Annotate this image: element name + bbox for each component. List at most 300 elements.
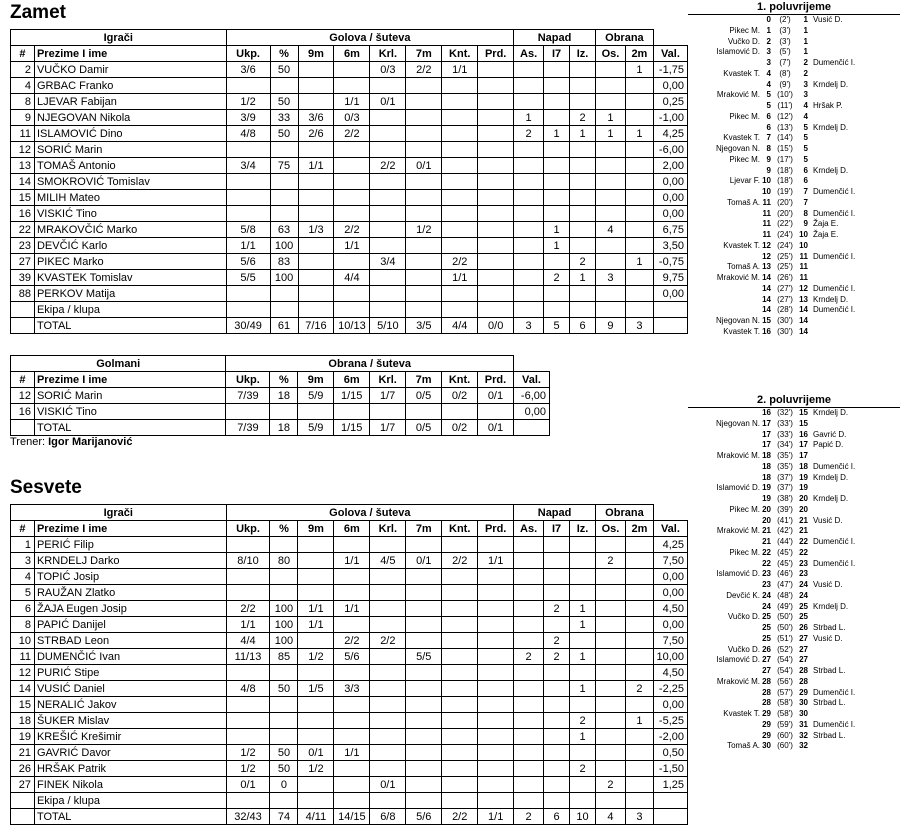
stat-cell: 0/1 (406, 158, 442, 174)
event-minute: (58') (777, 698, 793, 708)
stat-cell (298, 254, 334, 270)
half1-header: 1. poluvrijeme (688, 1, 900, 15)
zamet-score: 4 (766, 68, 771, 78)
timeline-event (688, 241, 900, 252)
stat-cell (478, 158, 514, 174)
timeline-event (688, 101, 900, 112)
stat-cell (270, 286, 298, 302)
stat-cell: 2 (544, 633, 570, 649)
stat-cell: 3/4 (226, 158, 270, 174)
sesvete-scorer: Dumenčić I. (813, 687, 856, 697)
timeline-first-half (688, 1, 900, 338)
zamet-scorer: Mraković M. (716, 526, 760, 536)
column-header: Prd. (478, 521, 514, 537)
stat-cell (625, 238, 653, 254)
stat-cell (595, 697, 625, 713)
stat-cell: 2/2 (334, 222, 370, 238)
stat-cell: -0,75 (653, 254, 687, 270)
player-name: Ekipa / klupa (34, 302, 226, 318)
stat-cell (478, 633, 514, 649)
stat-cell (544, 553, 570, 569)
event-minute: (41') (777, 515, 793, 525)
event-minute: (38') (777, 494, 793, 503)
stat-cell: 6,75 (653, 222, 687, 238)
stat-cell (625, 94, 653, 110)
stat-cell (625, 777, 653, 793)
stat-cell: -1,50 (653, 761, 687, 777)
stat-cell (595, 158, 625, 174)
column-header: Prd. (477, 372, 513, 388)
stat-cell (11, 302, 35, 318)
stat-cell (334, 617, 370, 633)
stat-cell: 61 (270, 318, 298, 334)
player-name: Ekipa / klupa (34, 793, 226, 809)
stat-cell: 0,50 (653, 745, 687, 761)
stat-cell: 16 (11, 206, 35, 222)
stat-cell (370, 110, 406, 126)
timeline-event (688, 230, 900, 241)
zamet-scorer: Ljevar F. (729, 176, 760, 186)
zamet-score: 18 (762, 461, 771, 471)
timeline-event (688, 666, 900, 677)
stat-cell: 4 (11, 78, 35, 94)
column-header: % (270, 521, 298, 537)
zamet-scorer: Tomaš A. (727, 262, 760, 272)
group-blank (653, 505, 687, 521)
stat-cell: 1/7 (370, 388, 406, 404)
stat-cell (334, 206, 370, 222)
stat-cell (478, 78, 514, 94)
player-name: VISKIĆ Tino (34, 206, 226, 222)
event-minute: (30') (777, 316, 793, 325)
column-header: % (270, 46, 298, 62)
zamet-score: 11 (762, 208, 771, 218)
stat-cell (270, 793, 298, 809)
timeline-event (688, 698, 900, 709)
sesvete-scorer: Papić D. (813, 440, 844, 450)
stat-cell (625, 142, 653, 158)
column-header: Val. (513, 372, 549, 388)
timeline-event (688, 612, 900, 623)
stat-cell: 8 (11, 617, 35, 633)
stat-cell: 5/5 (406, 649, 442, 665)
sesvete-scorer: Krndelj D. (813, 122, 849, 132)
column-header: Ukp. (226, 46, 270, 62)
sesvete-scorer: Krndelj D. (813, 408, 849, 417)
stat-cell (514, 238, 544, 254)
sesvete-scorer: Dumenčić I. (813, 58, 856, 67)
timeline-event (688, 483, 900, 494)
stat-cell: 0/2 (442, 388, 478, 404)
stat-cell: 2,00 (653, 158, 687, 174)
stat-cell (625, 206, 653, 222)
stat-cell (11, 793, 35, 809)
stat-cell (442, 404, 478, 420)
zamet-score: 4 (766, 79, 771, 89)
player-row (11, 174, 688, 190)
stat-cell: 0/1 (226, 777, 270, 793)
event-minute: (30') (777, 326, 793, 336)
stat-cell (442, 585, 478, 601)
player-name: GAVRIĆ Davor (34, 745, 226, 761)
stat-cell (270, 174, 298, 190)
zamet-scorer: Vučko D. (727, 644, 760, 654)
stat-cell (298, 190, 334, 206)
timeline-event (688, 144, 900, 155)
stat-cell: 1,25 (653, 777, 687, 793)
sesvete-score: 11 (799, 251, 808, 261)
stat-cell (406, 94, 442, 110)
stat-cell: 0,00 (653, 569, 687, 585)
stat-cell (625, 78, 653, 94)
stat-cell (478, 569, 514, 585)
stat-cell (478, 777, 514, 793)
sesvete-scorer: Dumenčić I. (813, 208, 856, 218)
sesvete-score: 23 (799, 558, 808, 568)
stat-cell: 0,00 (653, 206, 687, 222)
stat-cell: 2 (544, 601, 570, 617)
sesvete-scorer: Vusić D. (813, 515, 843, 525)
goalkeeper-name: SORIĆ Marin (34, 388, 225, 404)
stat-cell (595, 286, 625, 302)
timeline-event (688, 559, 900, 570)
stat-cell (595, 745, 625, 761)
sesvete-score: 6 (803, 165, 808, 175)
stat-cell: 1 (570, 681, 596, 697)
stat-cell (478, 94, 514, 110)
stat-cell (334, 585, 370, 601)
event-minute: (8') (779, 68, 791, 78)
zamet-score: 12 (762, 251, 771, 261)
stat-cell: 6 (570, 318, 596, 334)
stat-cell: 12 (11, 665, 35, 681)
goalkeeper-row (11, 388, 550, 404)
total-row (11, 420, 550, 436)
stat-cell (298, 404, 334, 420)
stat-cell (478, 617, 514, 633)
event-minute: (3') (779, 36, 791, 46)
player-row (11, 126, 688, 142)
timeline-event (688, 155, 900, 166)
group-saves: Obrana / šuteva (226, 356, 514, 372)
sesvete-score: 8 (803, 208, 808, 218)
group-goals: Golova / šuteva (226, 30, 514, 46)
stat-cell: 0,00 (653, 585, 687, 601)
player-name: PIKEC Marko (34, 254, 226, 270)
stat-cell (370, 286, 406, 302)
event-minute: (33') (777, 429, 793, 439)
stat-cell: 1/1 (298, 158, 334, 174)
sesvete-score: 9 (803, 219, 808, 229)
column-header: 9m (298, 372, 334, 388)
sesvete-scorer: Dumenčić I. (813, 305, 856, 315)
column-header: Val. (653, 46, 687, 62)
sesvete-score: 23 (799, 569, 808, 579)
zamet-scorer: Pikec M. (729, 547, 760, 557)
stat-cell (334, 302, 370, 318)
stat-cell: 2/2 (370, 158, 406, 174)
stat-cell (442, 777, 478, 793)
stat-cell: 18 (270, 388, 298, 404)
event-minute: (52') (777, 644, 793, 654)
stat-cell: 2 (570, 110, 596, 126)
zamet-scorer: Tomaš A. (727, 197, 760, 207)
stat-cell (442, 793, 478, 809)
stat-cell (442, 681, 478, 697)
stat-cell: 33 (270, 110, 298, 126)
timeline-event (688, 548, 900, 559)
stat-cell (595, 62, 625, 78)
player-name: GRBAC Franko (34, 78, 226, 94)
player-row (11, 94, 688, 110)
stat-cell (625, 761, 653, 777)
stat-cell (298, 270, 334, 286)
event-minute: (42') (777, 526, 793, 536)
zamet-scorer: Njegovan N. (715, 144, 760, 153)
group-blank (653, 30, 687, 46)
stat-cell: 1 (595, 110, 625, 126)
stat-cell (570, 206, 596, 222)
event-minute: (45') (777, 558, 793, 568)
stat-cell: 27 (11, 254, 35, 270)
stat-cell (478, 62, 514, 78)
stat-cell (625, 633, 653, 649)
zamet-scorer: Vučko D. (727, 36, 760, 46)
stat-cell: 4 (595, 809, 625, 825)
event-minute: (13') (777, 122, 793, 132)
stat-cell: 18 (11, 713, 35, 729)
timeline-event (688, 219, 900, 230)
event-minute: (25') (777, 262, 793, 272)
stat-cell: 14 (11, 174, 35, 190)
sesvete-score: 26 (799, 623, 808, 632)
group-goals: Golova / šuteva (226, 505, 514, 521)
zamet-score: 29 (762, 709, 771, 718)
stat-cell: 19 (11, 729, 35, 745)
stat-cell (478, 110, 514, 126)
stat-cell: 18 (270, 420, 298, 436)
stat-cell: 5/8 (226, 222, 270, 238)
stat-cell: 1 (570, 649, 596, 665)
sesvete-scorer: Dumenčić I. (813, 283, 856, 293)
stat-cell (570, 665, 596, 681)
zamet-score: 8 (766, 144, 771, 153)
stat-cell: 0/3 (370, 62, 406, 78)
column-header: # (11, 372, 35, 388)
stat-cell (298, 729, 334, 745)
stat-cell (544, 254, 570, 270)
player-name: KVASTEK Tomislav (34, 270, 226, 286)
sesvete-score: 19 (799, 483, 808, 493)
zamet-score: 14 (762, 273, 771, 282)
stat-cell: 23 (11, 238, 35, 254)
zamet-scorer: Mraković M. (716, 90, 760, 100)
zamet-scorer: Islamović D. (716, 483, 760, 493)
stat-cell (406, 777, 442, 793)
event-minute: (48') (777, 590, 793, 600)
stat-cell (570, 302, 596, 318)
sesvete-score: 32 (799, 741, 808, 751)
stat-cell: 11/13 (226, 649, 270, 665)
sesvete-score: 20 (799, 494, 808, 503)
stat-cell (570, 745, 596, 761)
stat-cell: 3/3 (334, 681, 370, 697)
goalkeeper-row (11, 404, 550, 420)
stat-cell (334, 174, 370, 190)
zamet-score: 10 (762, 176, 771, 186)
stat-cell (514, 729, 544, 745)
stat-cell: 9 (595, 318, 625, 334)
timeline-event (688, 505, 900, 516)
timeline-event (688, 295, 900, 306)
column-header: Iz. (570, 46, 596, 62)
stat-cell: 3/5 (406, 318, 442, 334)
event-minute: (32') (777, 408, 793, 417)
stat-cell (478, 254, 514, 270)
gk-column-header (11, 372, 550, 388)
player-row (11, 62, 688, 78)
stat-cell (478, 681, 514, 697)
timeline-event (688, 69, 900, 80)
timeline-event (688, 569, 900, 580)
stat-cell (270, 665, 298, 681)
stat-cell: 3 (11, 553, 35, 569)
stat-cell (478, 601, 514, 617)
timeline-event (688, 273, 900, 284)
stat-cell (595, 729, 625, 745)
sesvete-scorer: Gavrić D. (813, 429, 847, 439)
column-header: 2m (625, 46, 653, 62)
event-minute: (17') (777, 154, 793, 164)
zamet-score: 10 (762, 187, 771, 196)
stat-cell (478, 286, 514, 302)
stat-cell: 80 (270, 553, 298, 569)
group-defense: Obrana (595, 30, 653, 46)
stat-cell (570, 158, 596, 174)
timeline-event (688, 580, 900, 591)
zamet-score: 12 (762, 240, 771, 250)
stat-cell (334, 158, 370, 174)
stat-cell (334, 713, 370, 729)
stat-cell (625, 617, 653, 633)
stat-cell (442, 126, 478, 142)
stat-cell: 3 (625, 318, 653, 334)
stat-cell (544, 681, 570, 697)
sesvete-score: 17 (799, 451, 808, 460)
zamet-score: 6 (766, 111, 771, 121)
stat-cell (370, 793, 406, 809)
stat-cell (270, 404, 298, 420)
player-row (11, 649, 688, 665)
sesvete-scorer: Vusić D. (813, 15, 843, 24)
stat-cell (570, 777, 596, 793)
stat-cell (370, 681, 406, 697)
stat-cell (370, 270, 406, 286)
timeline-event (688, 112, 900, 123)
coach-line (10, 436, 132, 448)
event-minute: (14') (777, 133, 793, 143)
stat-cell (406, 617, 442, 633)
sesvete-player-table (10, 504, 688, 825)
stat-cell: 2 (544, 649, 570, 665)
sesvete-score: 3 (803, 90, 808, 100)
stat-cell (270, 569, 298, 585)
zamet-score: 28 (762, 676, 771, 686)
stat-cell (226, 206, 270, 222)
zamet-scorer: Islamović D. (716, 655, 760, 665)
stat-cell (514, 713, 544, 729)
player-row (11, 681, 688, 697)
event-minute: (34') (777, 440, 793, 450)
stat-cell: 4/11 (298, 809, 334, 825)
zamet-score: 23 (762, 569, 771, 579)
stat-cell (514, 793, 544, 809)
zamet-score: 27 (762, 655, 771, 665)
stat-cell (570, 537, 596, 553)
player-name: FINEK Nikola (34, 777, 226, 793)
stat-cell: 2/6 (298, 126, 334, 142)
stat-cell (595, 665, 625, 681)
stat-cell (544, 62, 570, 78)
stat-cell: 0,00 (653, 174, 687, 190)
stat-cell: 30/49 (226, 318, 270, 334)
stat-cell: 22 (11, 222, 35, 238)
zamet-score: 24 (762, 590, 771, 600)
stat-cell (334, 286, 370, 302)
timeline-event (688, 494, 900, 505)
stat-cell: 1/2 (298, 649, 334, 665)
stat-cell (442, 601, 478, 617)
column-header: # (11, 521, 35, 537)
event-minute: (47') (777, 580, 793, 589)
player-row (11, 601, 688, 617)
stat-cell (514, 761, 544, 777)
zamet-scorer: Njegovan N. (715, 316, 760, 325)
zamet-scorer: Pikec M. (729, 154, 760, 164)
stat-cell (478, 126, 514, 142)
stat-cell (334, 697, 370, 713)
table-column-header (11, 521, 688, 537)
event-minute: (44') (777, 537, 793, 546)
stat-cell (370, 537, 406, 553)
zamet-score: 21 (762, 537, 771, 546)
group-blank (513, 356, 549, 372)
zamet-score: 17 (762, 418, 771, 428)
player-name: PERIĆ Filip (34, 537, 226, 553)
stat-cell (570, 569, 596, 585)
stat-cell (595, 142, 625, 158)
stat-cell (544, 190, 570, 206)
stat-cell (334, 404, 370, 420)
stat-cell: 7/39 (226, 420, 270, 436)
stat-cell: 1/1 (226, 617, 270, 633)
stat-cell (370, 761, 406, 777)
event-minute: (50') (777, 623, 793, 632)
zamet-score: 13 (762, 262, 771, 272)
stat-cell (514, 222, 544, 238)
timeline-event (688, 80, 900, 91)
player-row (11, 286, 688, 302)
stat-cell: 1 (11, 537, 35, 553)
stat-cell: 0,00 (653, 190, 687, 206)
stat-cell: 0/0 (478, 318, 514, 334)
stat-cell (270, 78, 298, 94)
stat-cell (298, 777, 334, 793)
stat-cell (625, 601, 653, 617)
stat-cell (544, 697, 570, 713)
stat-cell: 1/1 (334, 745, 370, 761)
stat-cell (514, 158, 544, 174)
